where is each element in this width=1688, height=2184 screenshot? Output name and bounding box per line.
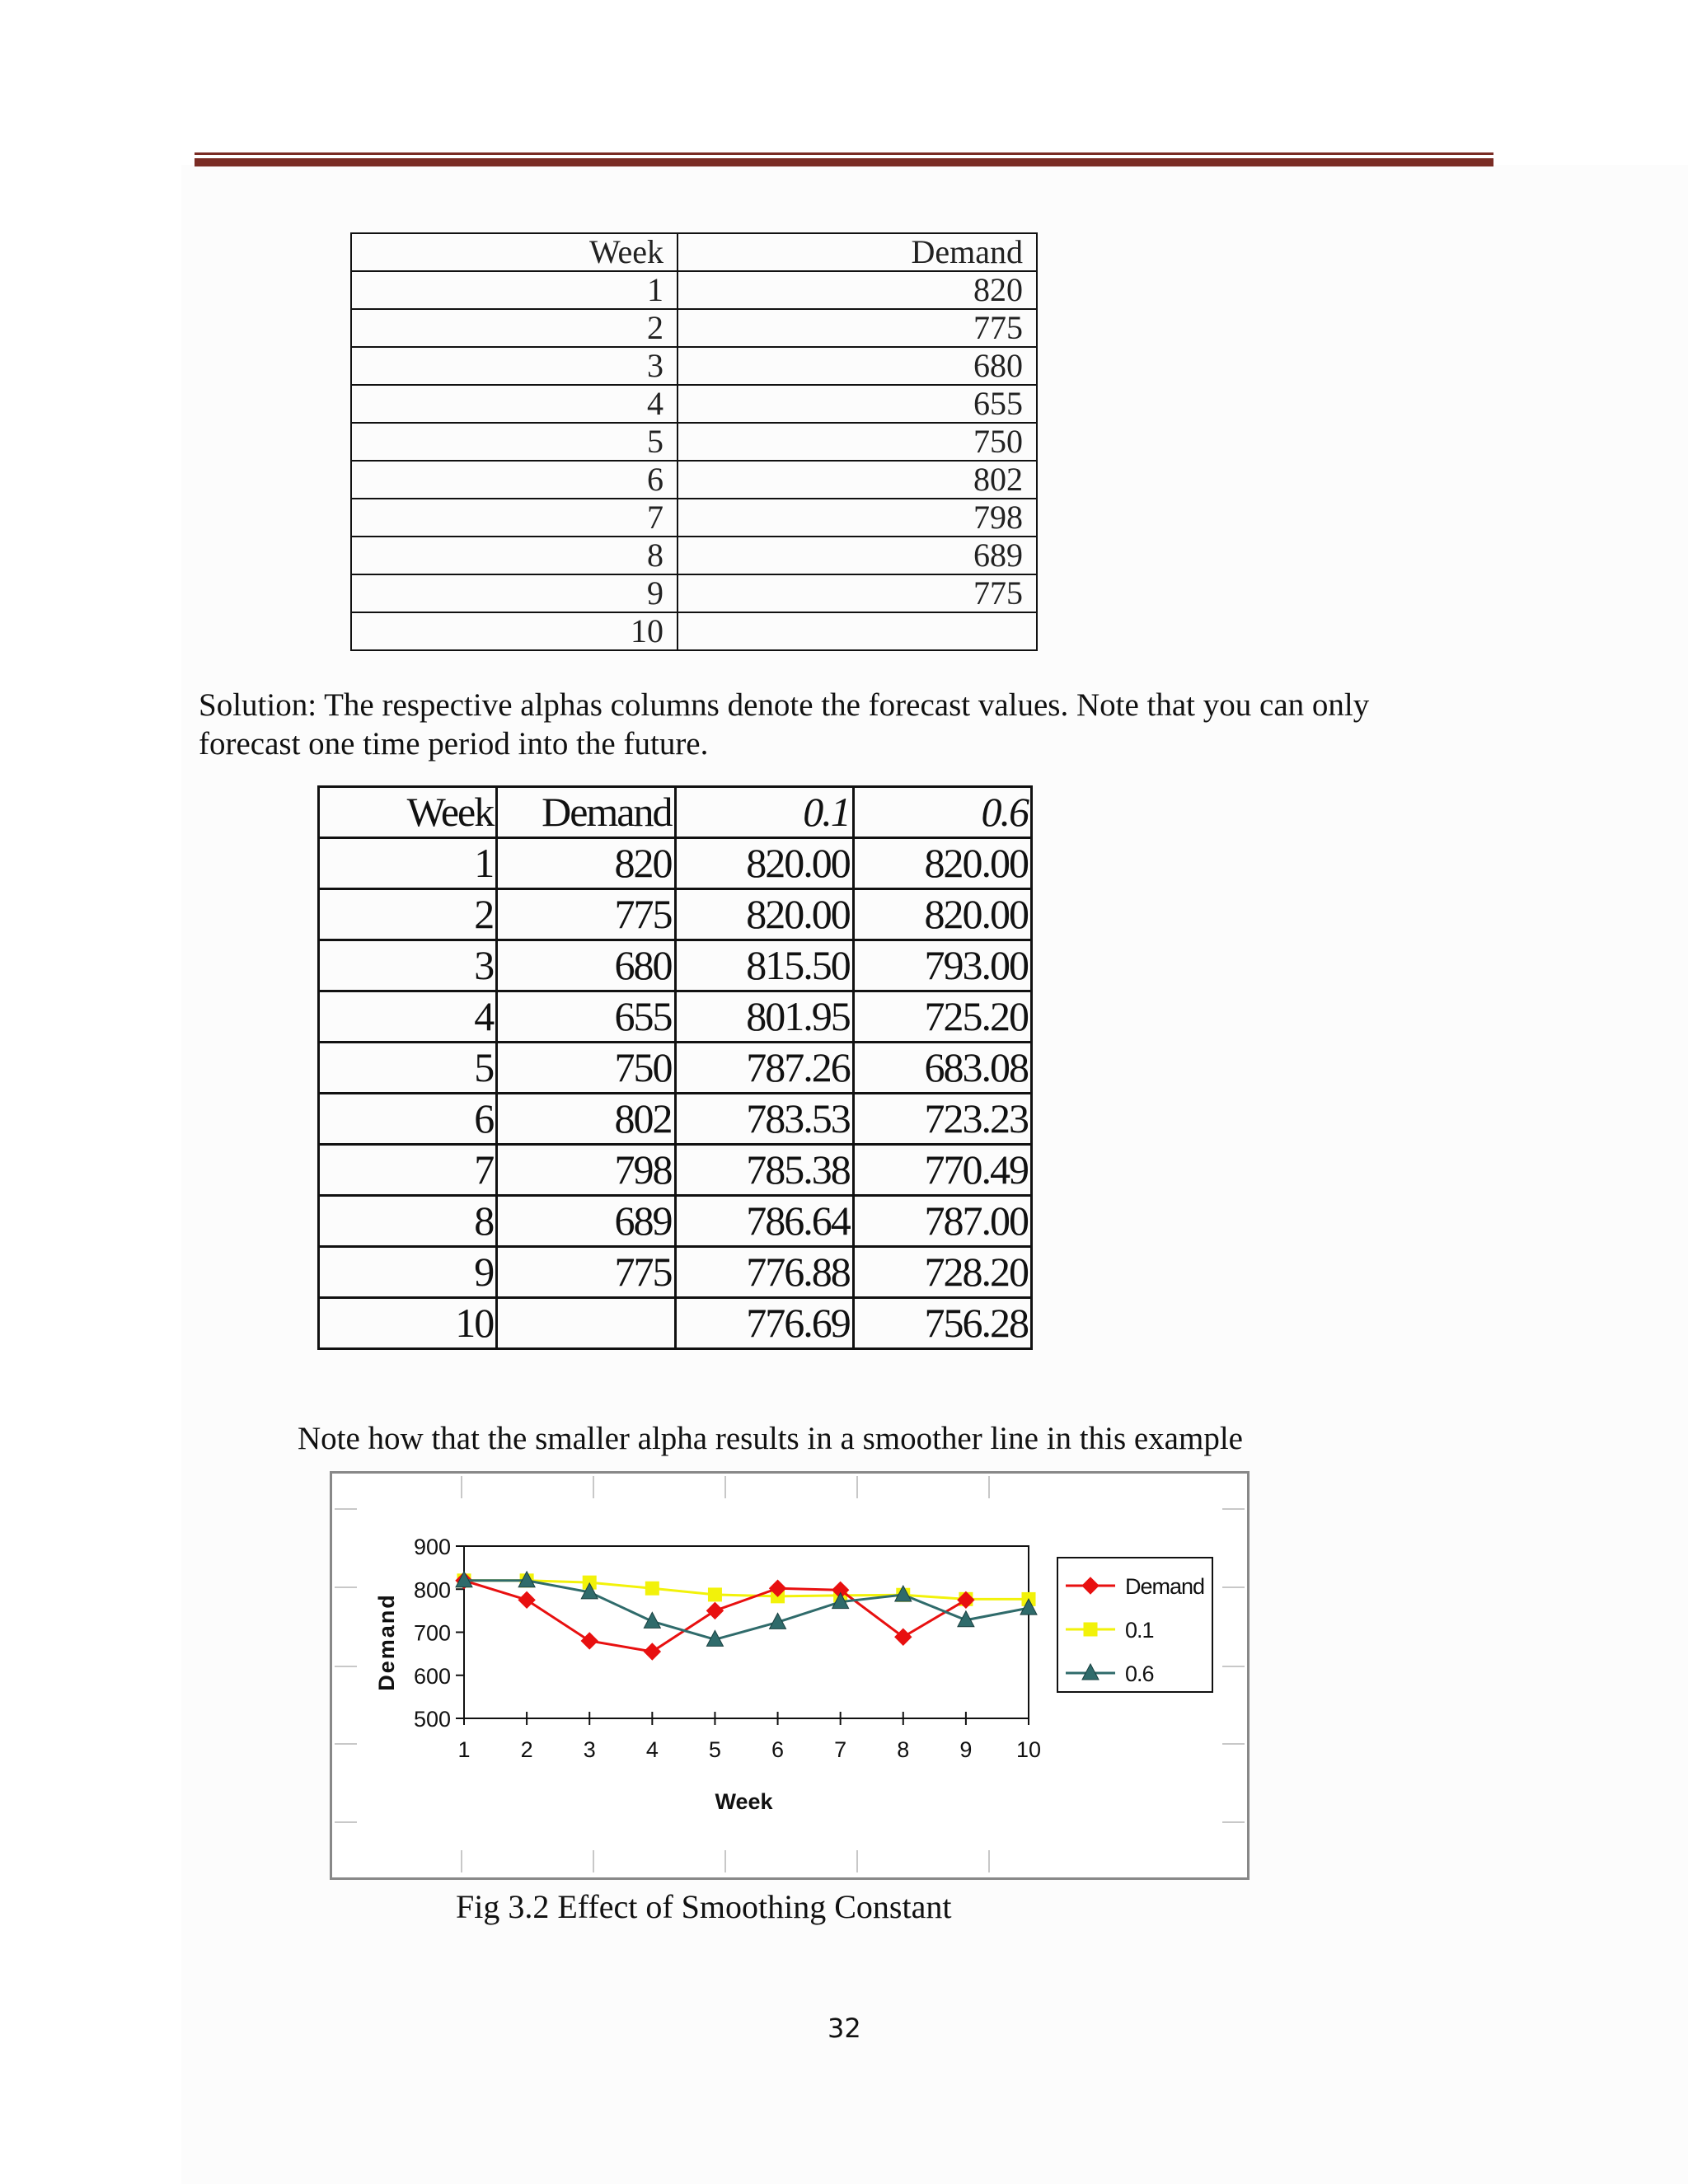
table2-cell: 1 — [319, 838, 497, 889]
y-tick-label: 500 — [413, 1707, 451, 1732]
smoothing-chart — [332, 1474, 1247, 1877]
x-tick-label: 10 — [1015, 1737, 1042, 1762]
table2-row — [319, 1094, 1032, 1145]
table2-cell: 820 — [497, 838, 675, 889]
table1-cell: 689 — [678, 537, 1037, 574]
table2-cell: 7 — [319, 1145, 497, 1196]
y-tick-label: 900 — [413, 1535, 451, 1559]
table2-cell: 8 — [319, 1196, 497, 1247]
table2-cell: 725.20 — [853, 991, 1031, 1043]
table1-cell: 798 — [678, 499, 1037, 537]
table1-row — [351, 385, 1037, 423]
table2-cell: 728.20 — [853, 1247, 1031, 1298]
x-tick-label: 5 — [708, 1737, 721, 1762]
table2-cell: 723.23 — [853, 1094, 1031, 1145]
table2-cell: 815.50 — [675, 940, 853, 991]
y-tick-label: 600 — [413, 1663, 451, 1689]
table2-row — [319, 940, 1032, 991]
table1-header-row — [351, 233, 1037, 271]
table1-row — [351, 612, 1037, 650]
table2-cell: 770.49 — [853, 1145, 1031, 1196]
forecast-table — [317, 785, 1033, 1350]
table1-cell: 7 — [351, 499, 678, 537]
x-tick-label: 2 — [520, 1737, 533, 1762]
y-tick-label: 700 — [413, 1620, 451, 1646]
table1-cell — [678, 612, 1037, 650]
table2-cell: 787.26 — [675, 1043, 853, 1094]
table2-cell: 6 — [319, 1094, 497, 1145]
table2-cell: 756.28 — [853, 1298, 1031, 1349]
table1-row — [351, 347, 1037, 385]
table1-row — [351, 271, 1037, 309]
table2-cell: 4 — [319, 991, 497, 1043]
legend-label: Demand — [1125, 1574, 1205, 1599]
table2-cell: 750 — [497, 1043, 675, 1094]
table1-cell: 9 — [351, 574, 678, 612]
solution-line-2: forecast one time period into the future. — [199, 726, 709, 762]
table2-cell: 787.00 — [853, 1196, 1031, 1247]
header-rule-thin — [195, 152, 1493, 155]
table2-cell: 775 — [497, 889, 675, 940]
table2-cell: 793.00 — [853, 940, 1031, 991]
table2-header-cell: Week — [319, 787, 497, 838]
x-tick-label: 9 — [959, 1737, 973, 1762]
table1-row — [351, 499, 1037, 537]
table2-cell: 9 — [319, 1247, 497, 1298]
table2-header-row — [319, 787, 1032, 838]
x-tick-label: 4 — [645, 1737, 659, 1762]
table1-cell: 775 — [678, 574, 1037, 612]
table2-row — [319, 838, 1032, 889]
table1-cell: 6 — [351, 461, 678, 499]
table1-cell: 3 — [351, 347, 678, 385]
table2-cell: 683.08 — [853, 1043, 1031, 1094]
table2-row — [319, 1247, 1032, 1298]
table2-header-cell: 0.1 — [675, 787, 853, 838]
table2-cell: 680 — [497, 940, 675, 991]
table2-row — [319, 1298, 1032, 1349]
table1-cell: 680 — [678, 347, 1037, 385]
table2-cell — [497, 1298, 675, 1349]
table1-cell: 4 — [351, 385, 678, 423]
table1-cell: 8 — [351, 537, 678, 574]
y-tick-label: 800 — [413, 1577, 451, 1603]
table2-cell: 689 — [497, 1196, 675, 1247]
table1-cell: 775 — [678, 309, 1037, 347]
x-tick-label: 3 — [583, 1737, 596, 1762]
table2-cell: 820.00 — [675, 838, 853, 889]
table2-cell: 775 — [497, 1247, 675, 1298]
table1-header-cell: Week — [351, 233, 678, 271]
table2-header-cell: Demand — [497, 787, 675, 838]
x-tick-label: 1 — [457, 1737, 471, 1762]
table1-row — [351, 574, 1037, 612]
y-axis-label: Demand — [374, 1593, 399, 1691]
solution-paragraph — [199, 686, 1435, 763]
table2-row — [319, 991, 1032, 1043]
table1-cell: 820 — [678, 271, 1037, 309]
table2-cell: 785.38 — [675, 1145, 853, 1196]
table1-cell: 1 — [351, 271, 678, 309]
table1-row — [351, 461, 1037, 499]
page-number: 32 — [828, 2013, 861, 2044]
header-rule-thick — [195, 158, 1493, 166]
table1-cell: 655 — [678, 385, 1037, 423]
table1-cell: 5 — [351, 423, 678, 461]
x-tick-label: 6 — [771, 1737, 785, 1762]
table2-cell: 783.53 — [675, 1094, 853, 1145]
plot-area — [464, 1546, 1029, 1718]
table1-cell: 2 — [351, 309, 678, 347]
x-axis-label: Week — [715, 1789, 773, 1814]
table2-row — [319, 889, 1032, 940]
table2-cell: 820.00 — [853, 838, 1031, 889]
table1-header-cell: Demand — [678, 233, 1037, 271]
table2-cell: 802 — [497, 1094, 675, 1145]
note-text: Note how that the smaller alpha results in a smoother line in this example — [298, 1421, 1243, 1456]
table1-row — [351, 423, 1037, 461]
table2-cell: 5 — [319, 1043, 497, 1094]
table2-cell: 786.64 — [675, 1196, 853, 1247]
table2-row — [319, 1196, 1032, 1247]
legend-marker-0.1 — [1084, 1623, 1097, 1636]
table1-row — [351, 537, 1037, 574]
table2-cell: 776.69 — [675, 1298, 853, 1349]
table2-cell: 10 — [319, 1298, 497, 1349]
table2-cell: 820.00 — [675, 889, 853, 940]
x-tick-label: 8 — [897, 1737, 910, 1762]
table2-cell: 820.00 — [853, 889, 1031, 940]
table2-header-cell: 0.6 — [853, 787, 1031, 838]
x-tick-label: 7 — [834, 1737, 847, 1762]
figure-caption: Fig 3.2 Effect of Smoothing Constant — [456, 1888, 952, 1925]
table2-cell: 2 — [319, 889, 497, 940]
table1-row — [351, 309, 1037, 347]
legend-label: 0.6 — [1125, 1661, 1154, 1686]
legend-label: 0.1 — [1125, 1618, 1154, 1643]
series-point-0.1 — [645, 1582, 659, 1595]
table2-cell: 3 — [319, 940, 497, 991]
table1-cell: 10 — [351, 612, 678, 650]
table2-row — [319, 1145, 1032, 1196]
chart-frame — [330, 1471, 1250, 1880]
table1-cell: 802 — [678, 461, 1037, 499]
week-demand-table — [350, 232, 1038, 651]
table2-cell: 798 — [497, 1145, 675, 1196]
table2-cell: 776.88 — [675, 1247, 853, 1298]
table2-cell: 801.95 — [675, 991, 853, 1043]
table2-cell: 655 — [497, 991, 675, 1043]
table1-cell: 750 — [678, 423, 1037, 461]
table2-row — [319, 1043, 1032, 1094]
solution-line-1: Solution: The respective alphas columns denote the forecast values. Note that you can only — [199, 687, 1370, 723]
series-point-0.1 — [708, 1588, 721, 1601]
